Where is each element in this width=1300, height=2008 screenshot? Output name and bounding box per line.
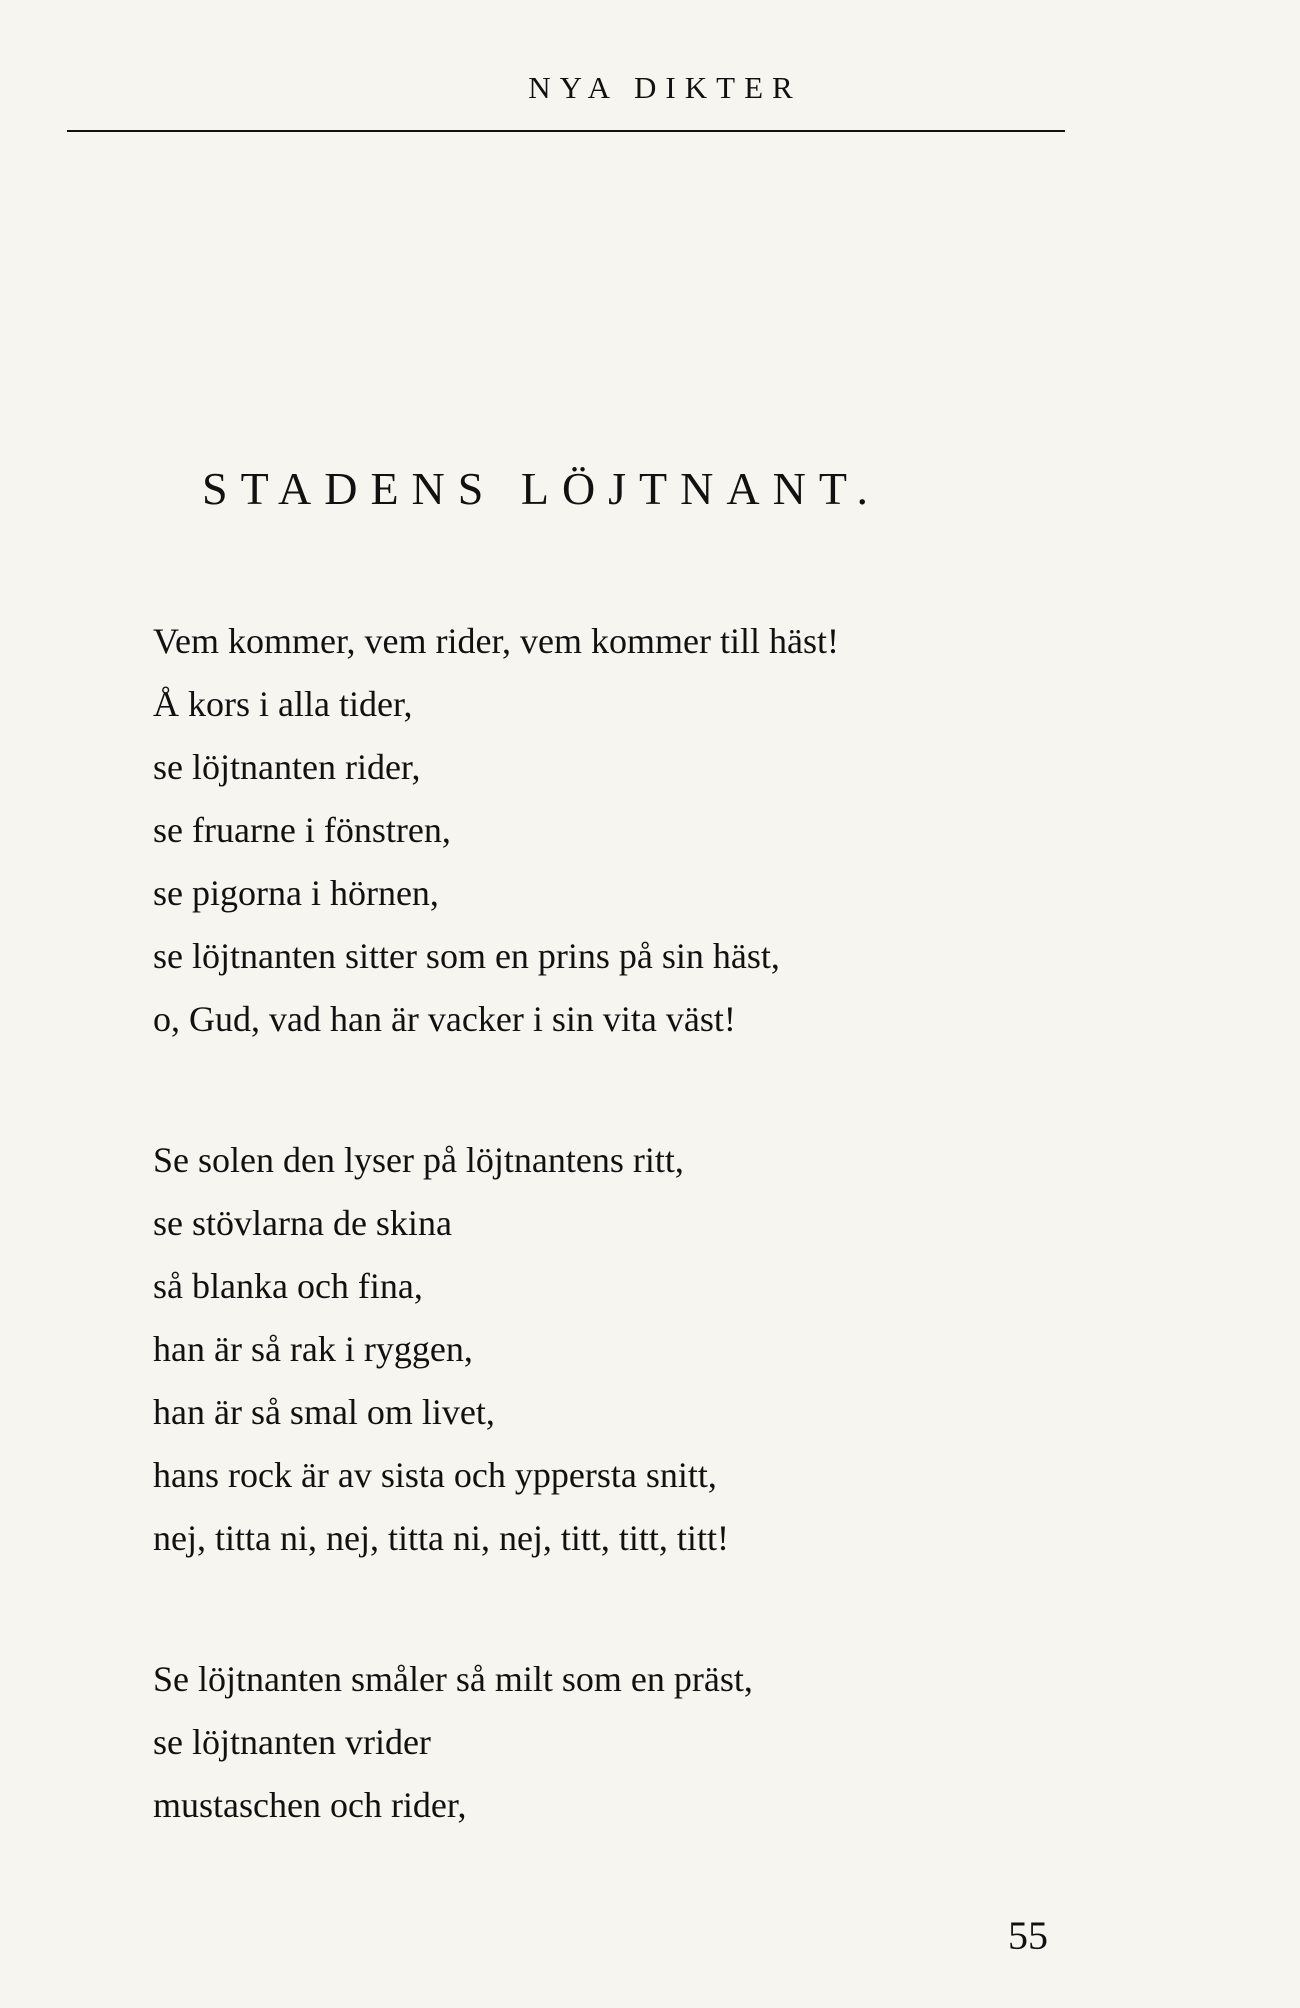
poem-body: [153, 610, 1153, 1915]
stanza-2: [153, 1129, 1153, 1570]
stanza-3: [153, 1648, 1153, 1837]
poem-line: Å kors i alla tider,: [153, 684, 413, 724]
poem-line: Se löjtnanten småler så milt som en präst,: [153, 1659, 753, 1699]
poem-title: STADENS LÖJTNANT.: [202, 463, 882, 514]
running-head: NYA DIKTER: [528, 70, 802, 105]
page-number: 55: [1008, 1913, 1048, 1958]
poem-line: hans rock är av sista och yppersta snitt,: [153, 1455, 717, 1495]
poem-line: han är så smal om livet,: [153, 1392, 495, 1432]
stanza-1: [153, 610, 1153, 1051]
poem-line: o, Gud, vad han är vacker i sin vita väst!: [153, 999, 736, 1039]
poem-line: han är så rak i ryggen,: [153, 1329, 473, 1369]
poem-line: mustaschen och rider,: [153, 1785, 467, 1825]
poem-line: Se solen den lyser på löjtnantens ritt,: [153, 1140, 684, 1180]
poem-line: Vem kommer, vem rider, vem kommer till häst!: [153, 621, 839, 661]
poem-line: se stövlarna de skina: [153, 1203, 452, 1243]
poem-line: se löjtnanten sitter som en prins på sin häst,: [153, 936, 780, 976]
header-rule: [67, 130, 1065, 132]
poem-line: se pigorna i hörnen,: [153, 873, 439, 913]
poem-line: se löjtnanten vrider: [153, 1722, 431, 1762]
poem-line: så blanka och fina,: [153, 1266, 423, 1306]
poem-line: se fruarne i fönstren,: [153, 810, 451, 850]
poem-line: se löjtnanten rider,: [153, 747, 421, 787]
poem-line: nej, titta ni, nej, titta ni, nej, titt, titt, titt!: [153, 1518, 729, 1558]
